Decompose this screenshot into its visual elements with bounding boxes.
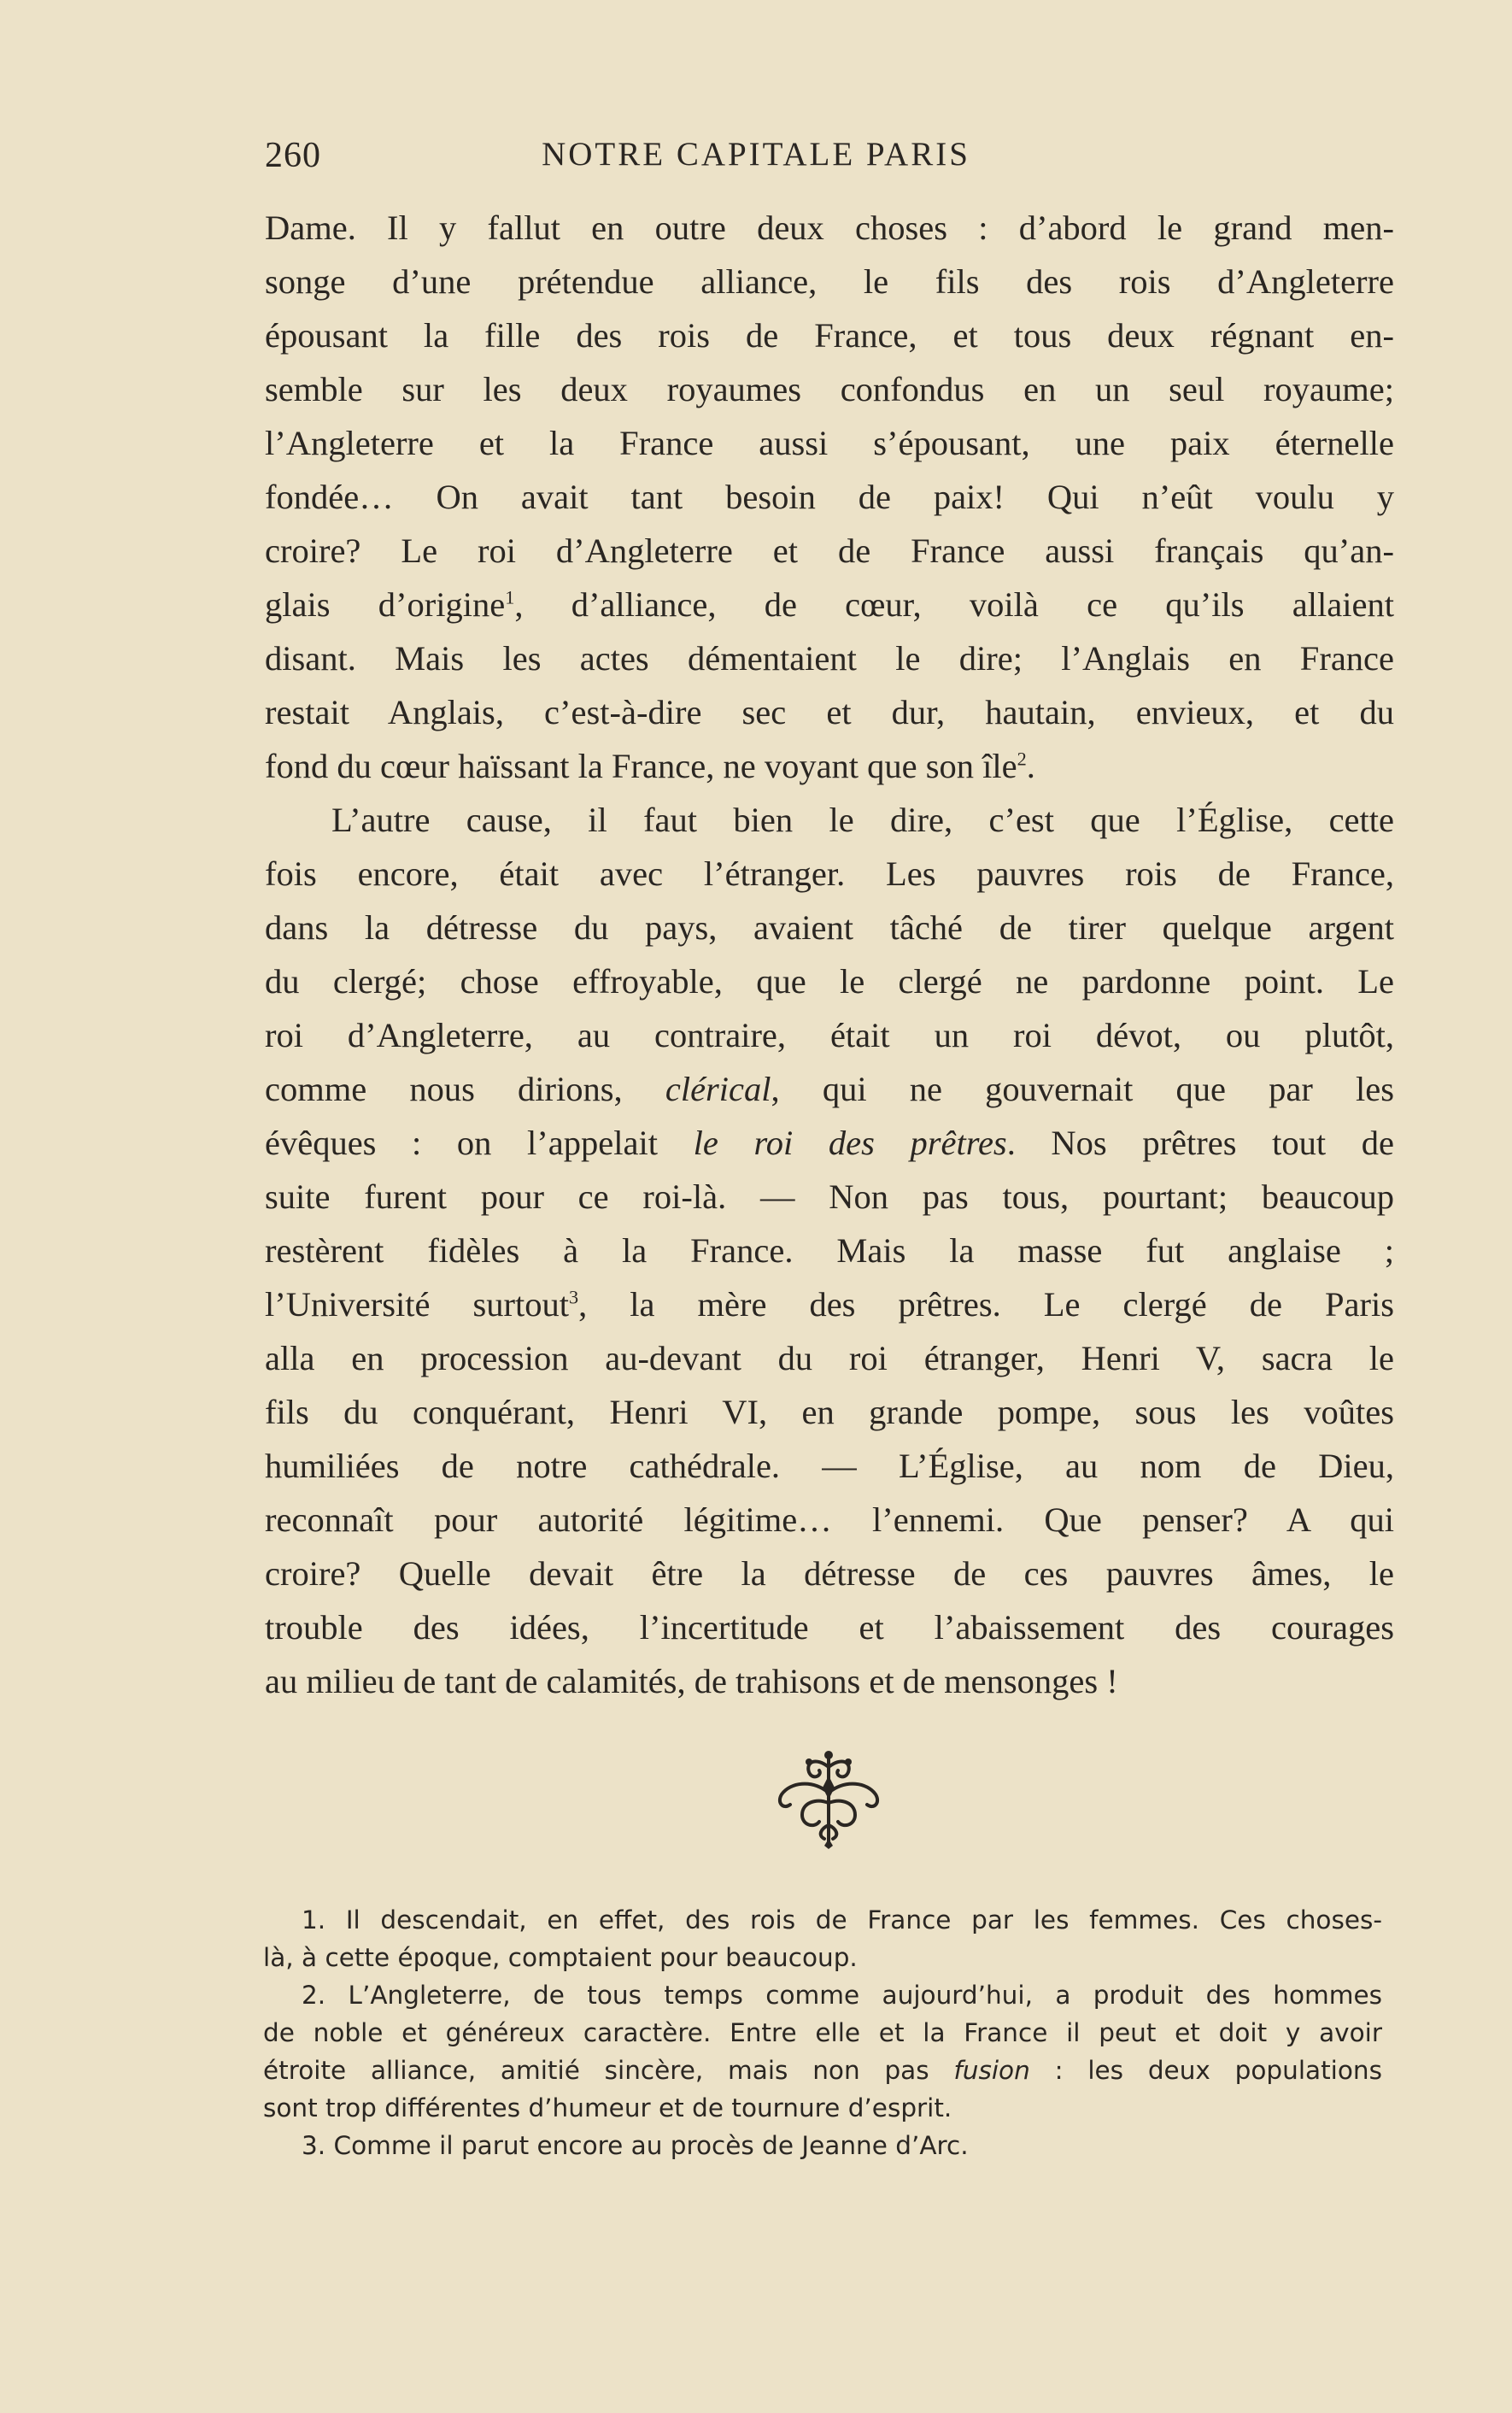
- text-line: humiliées de notre cathédrale. — L’Église, au nom de Dieu,: [265, 1447, 1394, 1485]
- text-line: l’Angleterre et la France aussi s’épousant, une paix éternelle: [265, 424, 1394, 462]
- page-number: 260: [265, 136, 321, 175]
- text-line: [265, 739, 1394, 793]
- footnote-1-cont: là, à cette époque, comptaient pour beaucoup.: [263, 1943, 858, 1972]
- text-line: suite furent pour ce roi-là. — Non pas tous, pourtant; beaucoup: [265, 1177, 1394, 1216]
- text-line: du clergé; chose effroyable, que le clergé ne pardonne point. Le: [265, 962, 1394, 1001]
- text-fragment: , qui ne gouvernait que par les: [771, 1070, 1394, 1108]
- text-line: songe d’une prétendue alliance, le fils des rois d’Angleterre: [265, 262, 1394, 301]
- text-line: [265, 1277, 1394, 1331]
- text-fragment: glais d’origine: [265, 585, 506, 624]
- text-line: reconnaît pour autorité légitime… l’ennemi. Que penser? A qui: [265, 1500, 1394, 1539]
- text-line: fils du conquérant, Henri VI, en grande pompe, sous les voûtes: [265, 1393, 1394, 1431]
- text-fragment: fond du cœur haïssant la France, ne voyant que son île: [265, 747, 1017, 785]
- body-text: [265, 201, 1394, 1708]
- italic-term: fusion: [953, 2056, 1030, 2085]
- text-line: [265, 578, 1394, 631]
- text-fragment: , la mère des prêtres. Le clergé de Paris: [578, 1285, 1394, 1324]
- italic-term: le roi des prêtres: [693, 1124, 1007, 1162]
- footnote-ref-2[interactable]: 2: [1017, 748, 1027, 770]
- text-line: restait Anglais, c’est-à-dire sec et dur, hautain, envieux, et du: [265, 693, 1394, 731]
- paragraph-start-line: L’autre cause, il faut bien le dire, c’est que l’Église, cette: [331, 801, 1394, 839]
- footnote-1: 1. Il descendait, en effet, des rois de France par les femmes. Ces choses-: [302, 1905, 1382, 1935]
- italic-term: clérical: [665, 1070, 771, 1108]
- text-line: disant. Mais les actes démentaient le dire; l’Anglais en France: [265, 639, 1394, 678]
- text-line: trouble des idées, l’incertitude et l’abaissement des courages: [265, 1608, 1394, 1647]
- fleuron-graphic: [765, 1750, 893, 1849]
- text-fragment: l’Université surtout: [265, 1285, 569, 1324]
- text-line: Dame. Il y fallut en outre deux choses : d’abord le grand men-: [265, 208, 1394, 247]
- text-fragment: : les deux populations: [1029, 2056, 1382, 2085]
- text-line: au milieu de tant de calamités, de trahisons et de mensonges !: [265, 1662, 1118, 1700]
- text-line: croire? Quelle devait être la détresse de ces pauvres âmes, le: [265, 1554, 1394, 1593]
- footnote-2: 2. L’Angleterre, de tous temps comme aujourd’hui, a produit des hommes: [302, 1981, 1382, 2010]
- text-fragment: .: [1026, 747, 1035, 785]
- running-head: [265, 135, 1076, 183]
- text-line: semble sur les deux royaumes confondus en un seul royaume;: [265, 370, 1394, 408]
- text-fragment: . Nos prêtres tout de: [1006, 1124, 1394, 1162]
- text-line: épousant la fille des rois de France, et tous deux régnant en-: [265, 316, 1394, 355]
- footnote-2-cont: sont trop différentes d’humeur et de tournure d’esprit.: [263, 2093, 952, 2122]
- footnote-3: 3. Comme il parut encore au procès de Jeanne d’Arc.: [302, 2131, 969, 2160]
- text-line: fondée… On avait tant besoin de paix! Qui n’eût voulu y: [265, 478, 1394, 516]
- text-line: fois encore, était avec l’étranger. Les pauvres rois de France,: [265, 854, 1394, 893]
- footnote-ref-1[interactable]: 1: [505, 586, 515, 608]
- text-fragment: comme nous dirions,: [265, 1070, 665, 1108]
- footnote-2-cont: de noble et généreux caractère. Entre elle et la France il peut et doit y avoir: [263, 2018, 1382, 2047]
- text-line: alla en procession au-devant du roi étranger, Henri V, sacra le: [265, 1339, 1394, 1377]
- text-fragment: étroite alliance, amitié sincère, mais non pas: [263, 2056, 954, 2085]
- text-line: [265, 1116, 1394, 1170]
- text-line: dans la détresse du pays, avaient tâché de tirer quelque argent: [265, 908, 1394, 947]
- fleuron-icon: [765, 1750, 893, 1849]
- text-line: croire? Le roi d’Angleterre et de France aussi français qu’an-: [265, 531, 1394, 570]
- footnote-2-cont: [263, 2052, 1382, 2089]
- text-line: [265, 1062, 1394, 1116]
- text-line: roi d’Angleterre, au contraire, était un roi dévot, ou plutôt,: [265, 1016, 1394, 1054]
- footnote-ref-3[interactable]: 3: [568, 1286, 579, 1308]
- footnotes: [263, 1901, 1382, 2164]
- text-fragment: évêques : on l’appelait: [265, 1124, 694, 1162]
- text-line: restèrent fidèles à la France. Mais la masse fut anglaise ;: [265, 1231, 1394, 1270]
- book-title: NOTRE CAPITALE PARIS: [542, 136, 970, 173]
- text-fragment: , d’alliance, de cœur, voilà ce qu’ils allaient: [514, 585, 1394, 624]
